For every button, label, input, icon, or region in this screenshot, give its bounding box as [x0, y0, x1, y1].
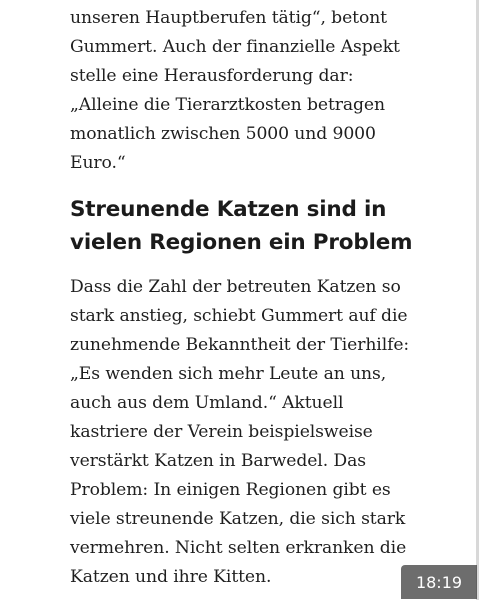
text-line: auch aus dem Umland.“ Aktuell	[70, 393, 344, 413]
text-line: stelle eine Herausforderung dar:	[70, 66, 354, 86]
article-paragraph	[70, 273, 409, 592]
text-line: monatlich zwischen 5000 und 9000	[70, 124, 376, 144]
heading-line: Streunende Katzen sind in	[70, 197, 387, 222]
clock-badge	[401, 565, 477, 599]
text-line: Katzen und ihre Kitten.	[70, 567, 272, 587]
text-line: zunehmende Bekanntheit der Tierhilfe:	[70, 335, 410, 355]
text-line: „Alleine die Tierarztkosten betragen	[70, 95, 385, 115]
text-line: Problem: In einigen Regionen gibt es	[70, 480, 391, 500]
article-paragraph	[70, 4, 400, 178]
text-line: Gummert. Auch der finanzielle Aspekt	[70, 37, 400, 57]
text-line: stark anstieg, schiebt Gummert auf die	[70, 306, 408, 326]
text-line: viele streunende Katzen, die sich stark	[70, 509, 406, 529]
text-line: kastriere der Verein beispielsweise	[70, 422, 373, 442]
text-line: „Es wenden sich mehr Leute an uns,	[70, 364, 387, 384]
section-heading	[70, 193, 412, 259]
text-line: unseren Hauptberufen tätig“, betont	[70, 8, 387, 28]
heading-line: vielen Regionen ein Problem	[70, 230, 413, 255]
text-line: verstärkt Katzen in Barwedel. Das	[70, 451, 366, 471]
text-line: Euro.“	[70, 153, 126, 173]
text-line: Dass die Zahl der betreuten Katzen so	[70, 277, 401, 297]
clock-time: 18:19	[415, 572, 463, 592]
text-line: vermehren. Nicht selten erkranken die	[70, 538, 407, 558]
